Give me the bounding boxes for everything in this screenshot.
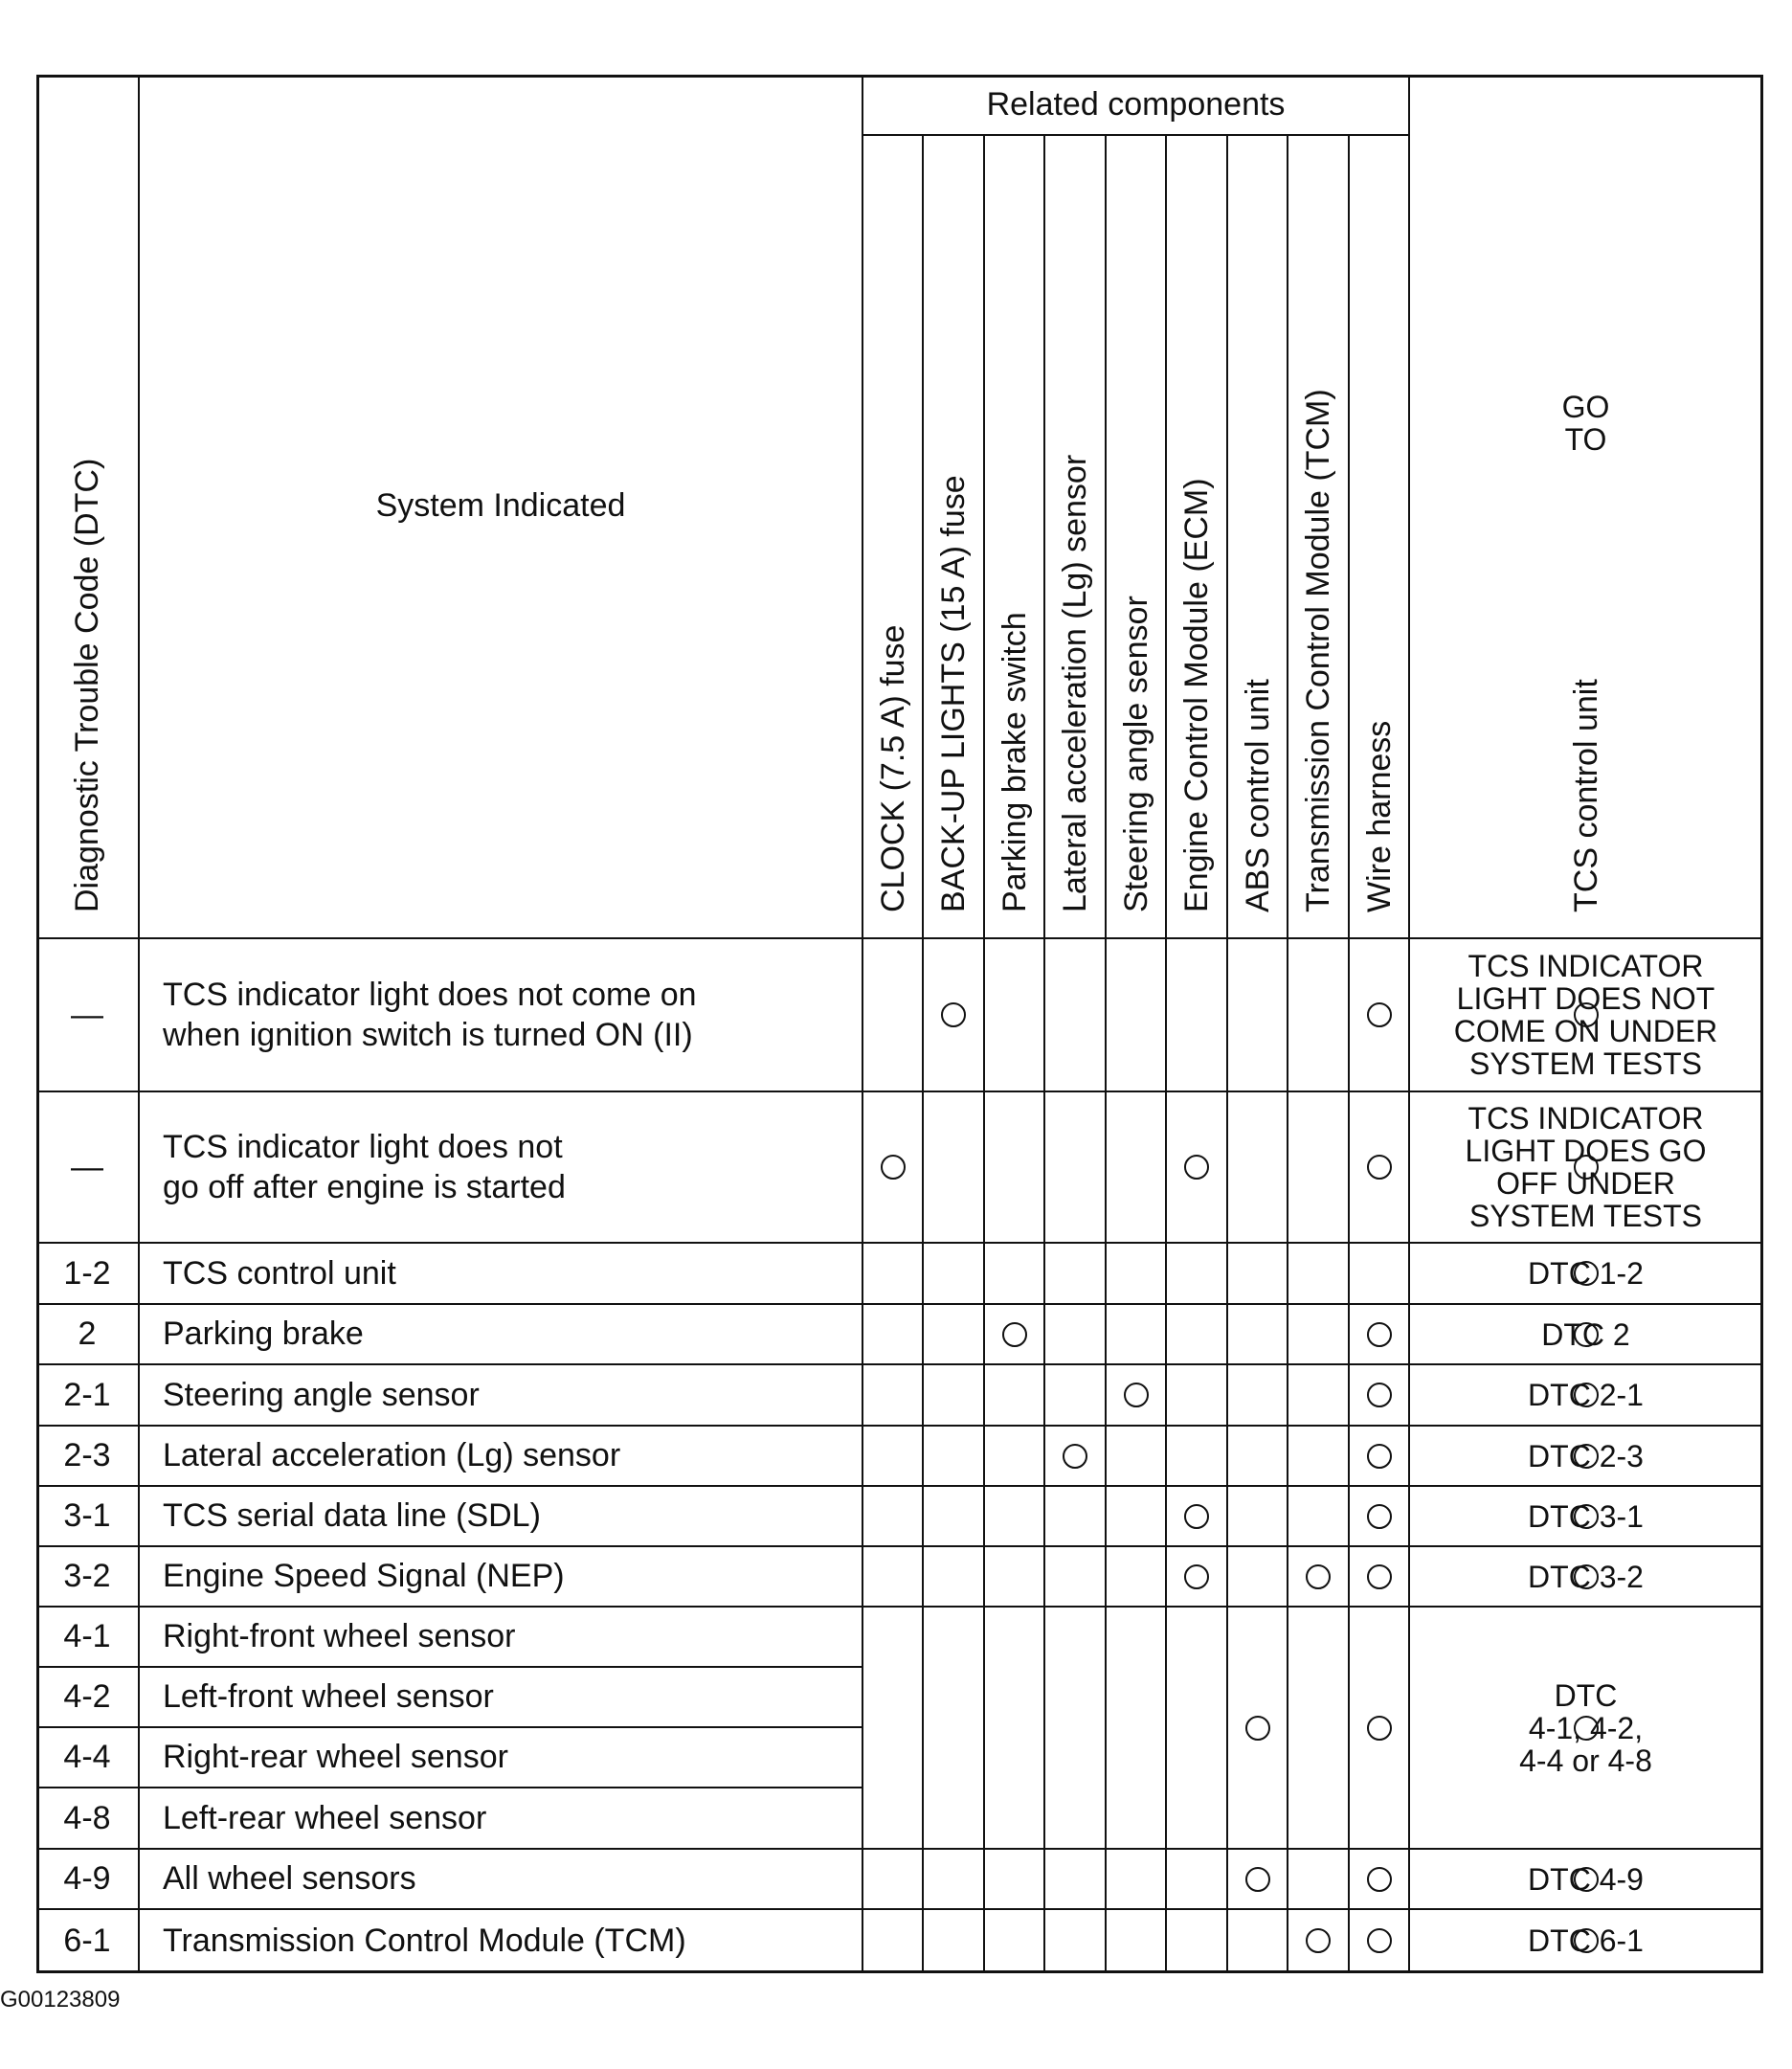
- system-text: TCS indicator light does not go off after engine is started: [163, 1128, 566, 1205]
- dtc-code: 4-8: [63, 1799, 111, 1836]
- component-cell: [1045, 1427, 1107, 1487]
- goto-cell: [1410, 1365, 1763, 1427]
- check-circle-icon: [1184, 1504, 1209, 1529]
- component-cell: [863, 1092, 924, 1244]
- dtc-code-cell: [36, 1244, 140, 1305]
- component-cell: [1228, 1244, 1288, 1305]
- component-cell: [1167, 939, 1228, 1092]
- component-cell: [985, 1547, 1045, 1608]
- component-cell: [1107, 1608, 1167, 1850]
- header-dtc: [36, 75, 140, 939]
- system-text: Steering angle sensor: [163, 1376, 480, 1413]
- dtc-code: 4-9: [63, 1860, 111, 1898]
- component-cell: [1045, 1608, 1107, 1850]
- dtc-code: 2: [78, 1316, 97, 1353]
- check-circle-icon: [1367, 1716, 1392, 1741]
- header-component: [863, 136, 924, 939]
- component-cell: [924, 1608, 985, 1850]
- component-cell: [1167, 1547, 1228, 1608]
- component-cell: [1288, 1244, 1350, 1305]
- check-circle-icon: [1367, 1504, 1392, 1529]
- component-cell: [985, 1487, 1045, 1547]
- header-goto: [1410, 75, 1763, 939]
- dtc-code-cell: [36, 1728, 140, 1788]
- component-cell: [1107, 1427, 1167, 1487]
- system-text: Right-front wheel sensor: [163, 1618, 516, 1655]
- check-circle-icon: [1367, 1383, 1392, 1407]
- component-cell: [1045, 1547, 1107, 1608]
- component-cell: [1350, 1487, 1410, 1547]
- component-cell: [1350, 1850, 1410, 1910]
- dtc-code: 1-2: [63, 1254, 111, 1292]
- header-system-label: System Indicated: [375, 487, 626, 525]
- component-label: Transmission Control Module (TCM): [1300, 389, 1336, 912]
- component-cell: [1045, 1487, 1107, 1547]
- check-circle-icon: [1367, 1564, 1392, 1589]
- component-cell: [985, 1092, 1045, 1244]
- component-cell: [1288, 1305, 1350, 1365]
- component-cell: [1107, 1487, 1167, 1547]
- goto-cell: [1410, 1608, 1763, 1850]
- component-cell: [1288, 1365, 1350, 1427]
- component-label: Lateral acceleration (Lg) sensor: [1057, 454, 1093, 912]
- component-cell: [1228, 1608, 1288, 1850]
- component-cell: [1228, 1365, 1288, 1427]
- goto-text: DTC 2-1: [1528, 1378, 1644, 1412]
- check-circle-icon: [1367, 1867, 1392, 1892]
- component-cell: [1350, 1365, 1410, 1427]
- dtc-code-cell: [36, 1850, 140, 1910]
- dtc-code: 6-1: [63, 1922, 111, 1959]
- component-cell: [924, 1092, 985, 1244]
- check-circle-icon: [1063, 1444, 1087, 1469]
- check-circle-icon: [881, 1155, 906, 1180]
- dtc-code-cell: [36, 939, 140, 1092]
- dtc-code-cell: [36, 1305, 140, 1365]
- component-cell: [1288, 1092, 1350, 1244]
- component-cell: [1228, 1427, 1288, 1487]
- header-related: [863, 75, 1410, 136]
- dtc-code-cell: [36, 1427, 140, 1487]
- check-circle-icon: [941, 1002, 966, 1027]
- goto-cell: [1410, 1092, 1763, 1244]
- component-cell: [924, 1305, 985, 1365]
- goto-cell: [1410, 1244, 1763, 1305]
- goto-text: TCS INDICATOR LIGHT DOES NOT COME ON UNDER SYSTEM TESTS: [1453, 949, 1718, 1081]
- component-cell: [1228, 1305, 1288, 1365]
- system-text: Left-rear wheel sensor: [163, 1799, 487, 1836]
- system-text: Parking brake: [163, 1316, 364, 1353]
- component-cell: [1167, 1244, 1228, 1305]
- component-cell: [1045, 1910, 1107, 1973]
- dtc-code-cell: [36, 1365, 140, 1427]
- component-cell: [985, 1365, 1045, 1427]
- dtc-code-cell: [36, 1608, 140, 1668]
- component-label: TCS control unit: [1567, 679, 1604, 912]
- dtc-code: 4-2: [63, 1678, 111, 1716]
- component-cell: [1107, 939, 1167, 1092]
- header-component: [1228, 136, 1288, 939]
- header-component: [924, 136, 985, 939]
- check-circle-icon: [1124, 1383, 1149, 1407]
- component-label: CLOCK (7.5 A) fuse: [874, 624, 911, 912]
- dtc-code-cell: [36, 1910, 140, 1973]
- goto-text: DTC 3-2: [1528, 1559, 1644, 1594]
- component-cell: [1350, 1608, 1410, 1850]
- goto-text: DTC 2: [1541, 1316, 1630, 1352]
- check-circle-icon: [1245, 1716, 1270, 1741]
- component-cell: [1350, 1427, 1410, 1487]
- header-component: [985, 136, 1045, 939]
- goto-text: DTC 3-1: [1528, 1498, 1644, 1534]
- system-cell: [140, 1365, 863, 1427]
- component-cell: [985, 1910, 1045, 1973]
- check-circle-icon: [1184, 1155, 1209, 1180]
- dtc-code: 3-2: [63, 1558, 111, 1595]
- goto-text: DTC 1-2: [1528, 1256, 1644, 1291]
- system-cell: [140, 1668, 863, 1728]
- component-cell: [924, 1244, 985, 1305]
- goto-text: DTC 4-1, 4-2, 4-4 or 4-8: [1519, 1677, 1652, 1778]
- system-cell: [140, 1788, 863, 1850]
- system-cell: [140, 1305, 863, 1365]
- check-circle-icon: [1367, 1002, 1392, 1027]
- component-cell: [1045, 1305, 1107, 1365]
- component-cell: [863, 1365, 924, 1427]
- component-cell: [1288, 1850, 1350, 1910]
- component-cell: [1228, 1092, 1288, 1244]
- system-cell: [140, 1487, 863, 1547]
- component-cell: [1107, 1910, 1167, 1973]
- component-cell: [863, 939, 924, 1092]
- dtc-code: —: [71, 996, 103, 1033]
- component-cell: [1167, 1487, 1228, 1547]
- component-cell: [985, 1427, 1045, 1487]
- dtc-code: 2-3: [63, 1437, 111, 1474]
- system-text: TCS indicator light does not come on when ignition switch is turned ON (II): [163, 976, 697, 1053]
- dtc-code-cell: [36, 1092, 140, 1244]
- check-circle-icon: [1367, 1444, 1392, 1469]
- component-cell: [985, 1850, 1045, 1910]
- component-cell: [1167, 1910, 1228, 1973]
- dtc-code-cell: [36, 1788, 140, 1850]
- component-cell: [1045, 1244, 1107, 1305]
- component-cell: [924, 1427, 985, 1487]
- component-cell: [863, 1487, 924, 1547]
- component-cell: [1350, 1092, 1410, 1244]
- goto-cell: [1410, 1547, 1763, 1608]
- goto-cell: [1410, 1487, 1763, 1547]
- component-cell: [924, 1910, 985, 1973]
- component-cell: [1228, 939, 1288, 1092]
- goto-cell: [1410, 1305, 1763, 1365]
- system-text: Transmission Control Module (TCM): [163, 1922, 686, 1959]
- component-cell: [863, 1850, 924, 1910]
- check-circle-icon: [1306, 1564, 1331, 1589]
- dtc-code: —: [71, 1148, 103, 1185]
- dtc-code: 4-4: [63, 1739, 111, 1776]
- system-text: Engine Speed Signal (NEP): [163, 1558, 565, 1595]
- header-related-label: Related components: [986, 85, 1286, 123]
- component-cell: [1288, 1608, 1350, 1850]
- header-component: [1107, 136, 1167, 939]
- header-component: [1288, 136, 1350, 939]
- component-cell: [1045, 1092, 1107, 1244]
- dtc-code-cell: [36, 1547, 140, 1608]
- component-cell: [863, 1305, 924, 1365]
- component-label: BACK-UP LIGHTS (15 A) fuse: [935, 475, 972, 912]
- check-circle-icon: [1367, 1928, 1392, 1953]
- component-cell: [1045, 939, 1107, 1092]
- component-cell: [1167, 1365, 1228, 1427]
- component-cell: [863, 1547, 924, 1608]
- system-cell: [140, 1547, 863, 1608]
- check-circle-icon: [1306, 1928, 1331, 1953]
- component-cell: [985, 1244, 1045, 1305]
- component-label: ABS control unit: [1239, 679, 1276, 912]
- dtc-code: 2-1: [63, 1376, 111, 1413]
- component-cell: [1045, 1365, 1107, 1427]
- component-cell: [1350, 1547, 1410, 1608]
- component-cell: [1107, 1365, 1167, 1427]
- component-cell: [863, 1244, 924, 1305]
- component-cell: [863, 1608, 924, 1850]
- system-text: Right-rear wheel sensor: [163, 1739, 508, 1776]
- system-cell: [140, 1092, 863, 1244]
- system-cell: [140, 939, 863, 1092]
- component-cell: [924, 1365, 985, 1427]
- dtc-code-cell: [36, 1668, 140, 1728]
- check-circle-icon: [1002, 1322, 1027, 1347]
- header-system: [140, 75, 863, 939]
- component-label: Parking brake switch: [996, 612, 1033, 912]
- component-cell: [1107, 1092, 1167, 1244]
- component-cell: [924, 1850, 985, 1910]
- component-label: Steering angle sensor: [1117, 596, 1154, 912]
- component-cell: [1350, 1910, 1410, 1973]
- component-cell: [1288, 939, 1350, 1092]
- component-cell: [1107, 1547, 1167, 1608]
- header-component: [1167, 136, 1228, 939]
- component-cell: [924, 939, 985, 1092]
- component-label: Engine Control Module (ECM): [1178, 478, 1215, 912]
- system-cell: [140, 1608, 863, 1668]
- header-dtc-label: Diagnostic Trouble Code (DTC): [69, 458, 105, 912]
- check-circle-icon: [1184, 1564, 1209, 1589]
- component-cell: [863, 1427, 924, 1487]
- component-cell: [863, 1910, 924, 1973]
- dtc-code: 4-1: [63, 1618, 111, 1655]
- check-circle-icon: [1245, 1867, 1270, 1892]
- component-cell: [985, 1608, 1045, 1850]
- component-cell: [985, 1305, 1045, 1365]
- goto-text: TCS INDICATOR LIGHT DOES GO OFF UNDER SYSTEM TESTS: [1465, 1101, 1707, 1233]
- header-component: [1350, 136, 1410, 939]
- component-cell: [1045, 1850, 1107, 1910]
- goto-cell: [1410, 1427, 1763, 1487]
- component-cell: [1288, 1487, 1350, 1547]
- component-cell: [1228, 1910, 1288, 1973]
- component-cell: [1167, 1427, 1228, 1487]
- system-cell: [140, 1427, 863, 1487]
- component-cell: [924, 1547, 985, 1608]
- component-cell: [1167, 1092, 1228, 1244]
- component-cell: [924, 1487, 985, 1547]
- component-cell: [1288, 1427, 1350, 1487]
- goto-cell: [1410, 1910, 1763, 1973]
- component-cell: [985, 939, 1045, 1092]
- check-circle-icon: [1367, 1155, 1392, 1180]
- component-cell: [1288, 1910, 1350, 1973]
- goto-cell: [1410, 939, 1763, 1092]
- dtc-code-cell: [36, 1487, 140, 1547]
- header-component: [1045, 136, 1107, 939]
- system-cell: [140, 1850, 863, 1910]
- goto-text: DTC 2-3: [1528, 1438, 1644, 1473]
- system-text: All wheel sensors: [163, 1860, 416, 1898]
- header-goto-label: GO TO: [1561, 390, 1610, 457]
- component-cell: [1228, 1850, 1288, 1910]
- system-text: TCS control unit: [163, 1254, 396, 1292]
- goto-text: DTC 4-9: [1528, 1861, 1644, 1897]
- system-text: Lateral acceleration (Lg) sensor: [163, 1437, 621, 1474]
- component-label: Wire harness: [1360, 720, 1398, 912]
- system-text: TCS serial data line (SDL): [163, 1497, 541, 1535]
- component-cell: [1107, 1305, 1167, 1365]
- component-cell: [1350, 1305, 1410, 1365]
- system-text: Left-front wheel sensor: [163, 1678, 494, 1716]
- component-cell: [1107, 1244, 1167, 1305]
- system-cell: [140, 1910, 863, 1973]
- figure-id: G00123809: [0, 1987, 121, 2013]
- system-cell: [140, 1244, 863, 1305]
- component-cell: [1350, 939, 1410, 1092]
- component-cell: [1107, 1850, 1167, 1910]
- dtc-table: [36, 75, 1763, 1973]
- dtc-code: 3-1: [63, 1497, 111, 1535]
- component-cell: [1167, 1305, 1228, 1365]
- component-cell: [1228, 1487, 1288, 1547]
- system-cell: [140, 1728, 863, 1788]
- check-circle-icon: [1367, 1322, 1392, 1347]
- component-cell: [1350, 1244, 1410, 1305]
- component-cell: [1288, 1547, 1350, 1608]
- component-cell: [1167, 1608, 1228, 1850]
- goto-cell: [1410, 1850, 1763, 1910]
- goto-text: DTC 6-1: [1528, 1923, 1644, 1958]
- component-cell: [1228, 1547, 1288, 1608]
- component-cell: [1167, 1850, 1228, 1910]
